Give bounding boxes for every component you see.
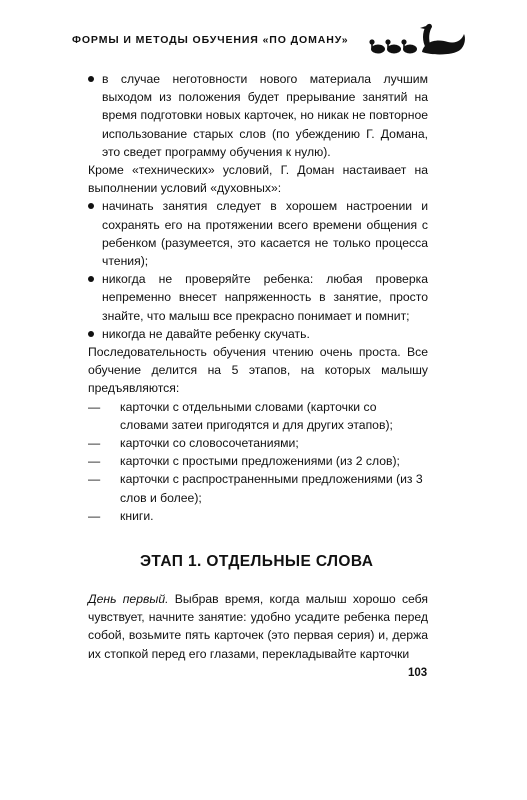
paragraph-day-one (88, 590, 428, 663)
list-item (88, 70, 428, 161)
list-item (88, 470, 428, 506)
section-heading: ЭТАП 1. ОТДЕЛЬНЫЕ СЛОВА (140, 553, 374, 570)
list-item (88, 270, 428, 325)
section-body (88, 590, 428, 663)
intro-bullet-list (88, 70, 428, 161)
paragraph-spiritual-intro: Кроме «технических» условий, Г. Доман настаивает на выполнении условий «духовных»: (88, 163, 428, 196)
bullet-text: начинать занятия следует в хорошем настроении и сохранять его на протяжении всего времени общения с ребенком (разумеется, это касается не только процесса чтения); (102, 199, 428, 269)
spiritual-bullet-list (88, 197, 428, 343)
bullet-icon (88, 331, 94, 337)
day-one-text: Выбрав время, когда малыш хорошо себя чувствует, начните занятие: удобно усадите ребенка перед собой, возьмите пять карточек (это первая серия) и, держа их стопкой перед его глазами, перекладывайте карточки (88, 592, 428, 661)
stage-text: карточки с распространенными предложениями (из 3 слов и более); (120, 472, 423, 505)
dash-mark: — (88, 508, 101, 523)
list-item (88, 507, 428, 525)
running-header-title: ФОРМЫ И МЕТОДЫ ОБУЧЕНИЯ «ПО ДОМАНУ» (72, 34, 349, 46)
list-item (88, 398, 428, 434)
dash-mark: — (88, 454, 101, 469)
bullet-icon (88, 203, 94, 209)
dash-mark: — (88, 472, 101, 487)
main-text (88, 70, 428, 525)
stages-list (88, 398, 428, 525)
stage-text: карточки с простыми предложениями (из 2 слов); (120, 454, 400, 469)
list-item (88, 452, 428, 470)
running-header (72, 28, 462, 52)
dash-mark: — (88, 399, 101, 414)
dash-mark: — (88, 436, 101, 451)
list-item (88, 325, 428, 343)
stage-text: книги. (120, 508, 154, 523)
bullet-icon (88, 276, 94, 282)
bullet-text: в случае неготовности нового материала лучшим выходом из положения будет прерывание занятий на время подготовки новых карточек, но никак не повторное использование старых слов (по убеждению Г. Домана, это сведет программу обучения к нулю). (102, 72, 428, 159)
bullet-icon (88, 76, 94, 82)
stage-text: карточки со словосочетаниями; (120, 436, 299, 451)
swans-ducklings-icon (364, 20, 472, 60)
bullet-text: никогда не давайте ребенку скучать. (102, 326, 310, 341)
paragraph-stages-intro: Последовательность обучения чтению очень проста. Все обучение делится на 5 этапов, на которых малышу предъявляются: (88, 345, 428, 396)
day-one-label: День первый. (88, 592, 169, 606)
bullet-text: никогда не проверяйте ребенка: любая проверка непременно внесет напряженность в занятие, просто знайте, что малыш все прекрасно понимает и помнит; (102, 272, 428, 323)
stage-text: карточки с отдельными словами (карточки со словами затеи пригодятся и для других этапов); (120, 399, 393, 432)
page-number: 103 (408, 667, 428, 679)
list-item (88, 434, 428, 452)
list-item (88, 197, 428, 270)
